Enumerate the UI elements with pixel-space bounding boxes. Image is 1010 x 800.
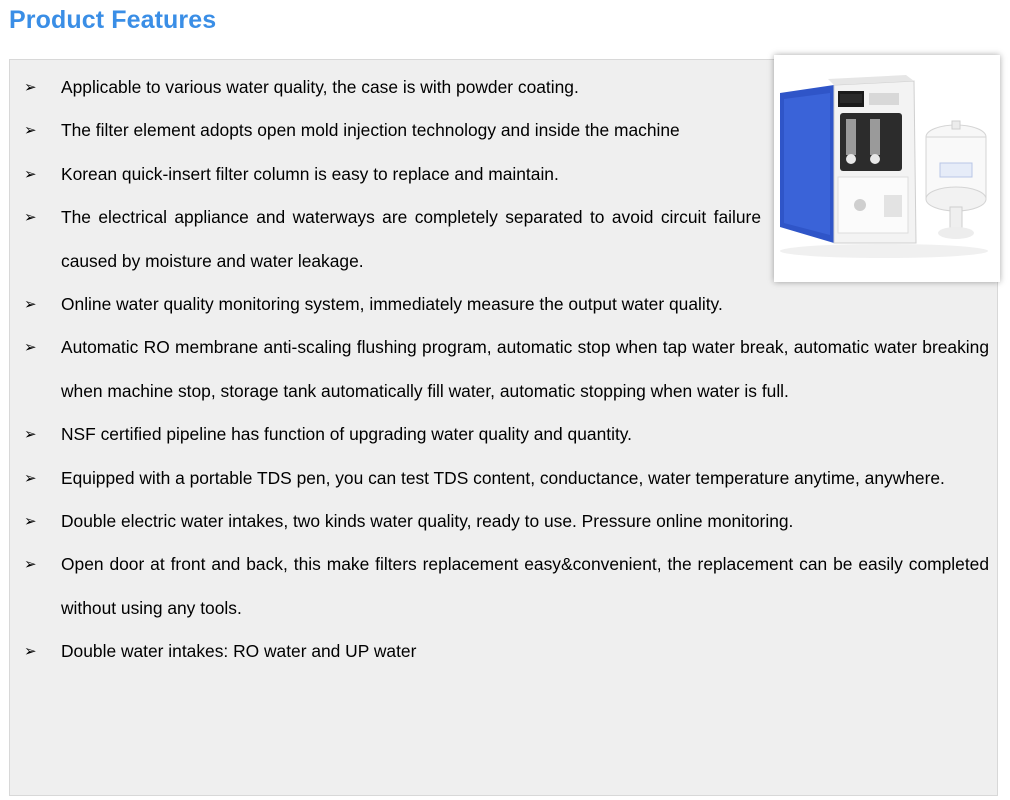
list-item (10, 413, 999, 456)
list-item (10, 630, 999, 673)
feature-text: Korean quick-insert filter column is easy to replace and maintain. (61, 163, 559, 184)
feature-text: Online water quality monitoring system, immediately measure the output water quality. (61, 294, 723, 315)
list-item (10, 283, 999, 326)
arrow-bullet-icon: ➢ (24, 555, 37, 574)
product-photo (774, 55, 1000, 282)
arrow-bullet-icon: ➢ (24, 642, 37, 661)
arrow-bullet-icon: ➢ (24, 468, 37, 487)
arrow-bullet-icon: ➢ (24, 164, 37, 183)
list-item (10, 500, 999, 543)
arrow-bullet-icon: ➢ (24, 425, 37, 444)
arrow-bullet-icon: ➢ (24, 78, 37, 96)
list-item (10, 457, 999, 500)
feature-text: The electrical appliance and waterways are completely separated to avoid circuit failure caused by moisture and water leakage. (61, 207, 761, 271)
features-panel (9, 59, 998, 796)
water-purifier-illustration (774, 55, 1000, 282)
feature-text: Double water intakes: RO water and UP water (61, 641, 417, 662)
feature-text: Applicable to various water quality, the case is with powder coating. (61, 77, 579, 97)
section-heading: Product Features (9, 6, 217, 34)
feature-text: The filter element adopts open mold injection technology and inside the machine (61, 120, 680, 141)
arrow-bullet-icon: ➢ (24, 208, 37, 227)
feature-text: Automatic RO membrane anti-scaling flushing program, automatic stop when tap water break, automatic water breaking when machine stop, storage tank automatically fill water, automatic stopping when water is full. (61, 337, 989, 401)
feature-text: Open door at front and back, this make filters replacement easy&convenient, the replacement can be easily completed without using any tools. (61, 554, 989, 618)
feature-text: NSF certified pipeline has function of upgrading water quality and quantity. (61, 424, 633, 445)
list-item (10, 326, 999, 413)
list-item (10, 543, 999, 630)
arrow-bullet-icon: ➢ (24, 338, 37, 357)
arrow-bullet-icon: ➢ (24, 512, 37, 531)
arrow-bullet-icon: ➢ (24, 295, 37, 314)
feature-text: Double electric water intakes, two kinds water quality, ready to use. Pressure online monitoring. (61, 511, 794, 532)
arrow-bullet-icon: ➢ (24, 121, 37, 140)
feature-text: Equipped with a portable TDS pen, you can test TDS content, conductance, water temperature anytime, anywhere. (61, 467, 945, 488)
